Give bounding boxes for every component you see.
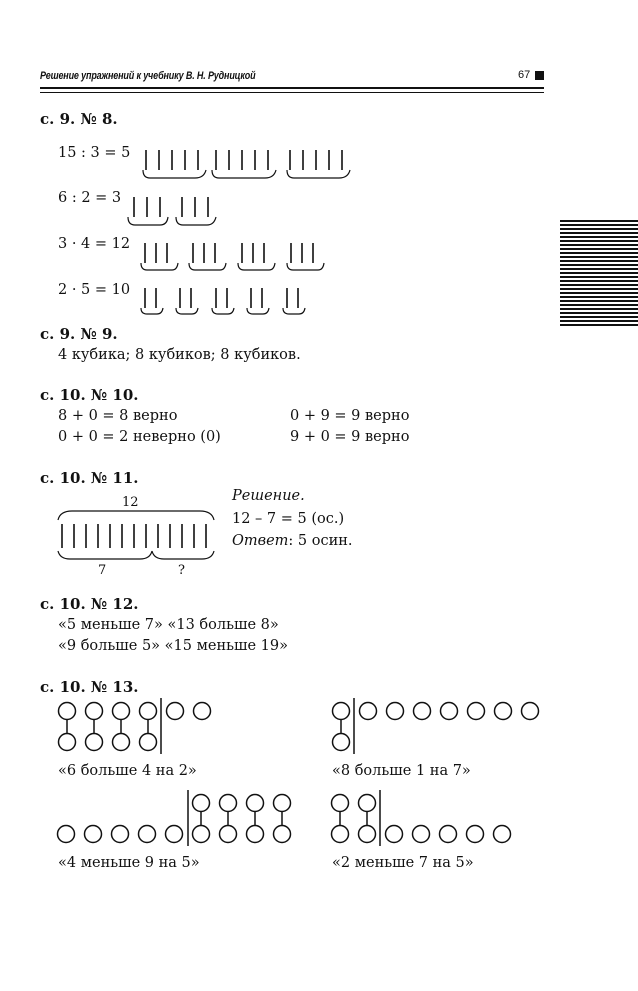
section-title-13: с. 10. № 13. [40, 678, 139, 696]
caption-2-less-7: «2 меньше 7 на 5» [332, 855, 474, 871]
check-line-1: 8 + 0 = 8 верно [58, 408, 178, 424]
equation-15-3: 15 : 3 = 5 [58, 145, 131, 161]
comparison-line-1: «5 меньше 7» «13 больше 8» [58, 617, 279, 633]
diagram-label-total: 12 [122, 495, 139, 510]
diagram-label-unknown: ? [178, 563, 185, 578]
equation-3-4: 3 · 4 = 12 [58, 236, 131, 252]
equation-2-5: 2 · 5 = 10 [58, 282, 131, 298]
page-number: 67 [518, 69, 531, 81]
section-title-12: с. 10. № 12. [40, 595, 139, 613]
circles-4-vs-9 [58, 790, 291, 846]
check-line-4: 9 + 0 = 9 верно [290, 429, 410, 445]
answer-text: : 5 осин. [288, 533, 353, 549]
circles-6-vs-4 [59, 698, 211, 754]
section-title-9: с. 9. № 9. [40, 325, 118, 343]
diagram-label-part: 7 [98, 563, 107, 578]
circles-8-vs-1 [333, 698, 539, 754]
caption-8-more-1: «8 больше 1 на 7» [332, 763, 471, 779]
caption-4-less-9: «4 меньше 9 на 5» [58, 855, 200, 871]
caption-6-more-4: «6 больше 4 на 2» [58, 763, 197, 779]
section-title-8: с. 9. № 8. [40, 110, 118, 128]
equation-6-2: 6 : 2 = 3 [58, 190, 122, 206]
section-title-11: с. 10. № 11. [40, 469, 139, 487]
answer-label: Ответ [232, 533, 289, 549]
answer-line-9: 4 кубика; 8 кубиков; 8 кубиков. [58, 347, 301, 363]
check-line-2: 0 + 0 = 2 неверно (0) [58, 429, 221, 445]
solution-label: Решение. [232, 488, 305, 504]
circles-2-vs-7 [332, 790, 511, 846]
comparison-line-2: «9 больше 5» «15 меньше 19» [58, 638, 288, 654]
section-title-10: с. 10. № 10. [40, 386, 139, 404]
check-line-3: 0 + 9 = 9 верно [290, 408, 410, 424]
solution-expression: 12 – 7 = 5 (ос.) [232, 511, 345, 527]
running-title: Решение упражнений к учебнику В. Н. Рудницкой [40, 70, 256, 82]
